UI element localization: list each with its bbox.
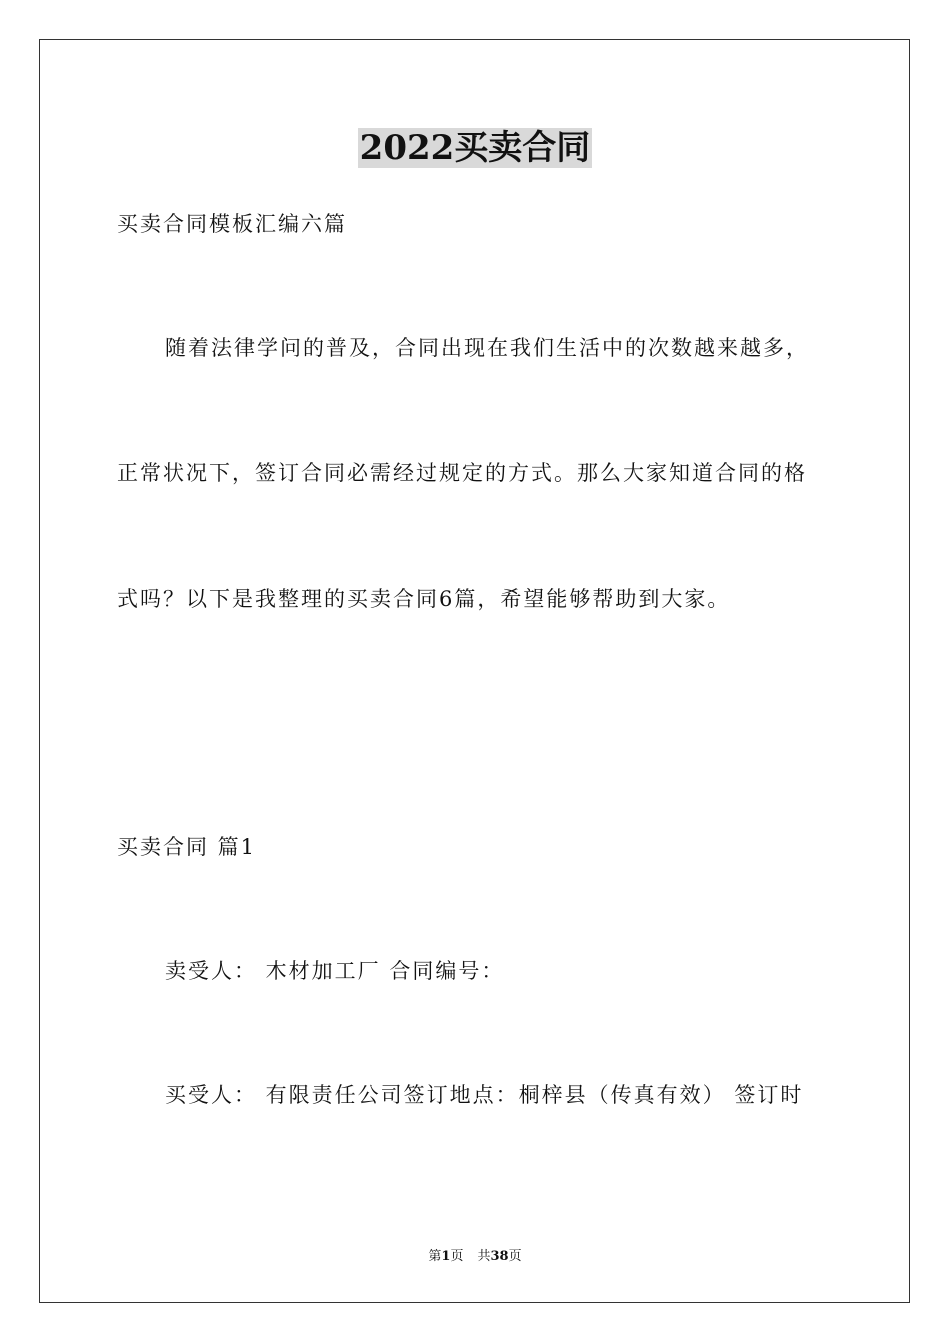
document-title bbox=[0, 128, 950, 168]
footer-total-prefix: 共 bbox=[477, 1249, 491, 1264]
intro-paragraph-line-1: 随着法律学问的普及，合同出现在我们生活中的次数越来越多， bbox=[165, 336, 809, 360]
footer-total-suffix: 页 bbox=[508, 1249, 522, 1264]
intro-paragraph-line-3: 式吗？以下是我整理的买卖合同6篇，希望能够帮助到大家。 bbox=[117, 587, 731, 611]
page-footer bbox=[0, 1248, 950, 1266]
seller-line: 卖受人： 木材加工厂 合同编号： bbox=[165, 959, 505, 983]
document-subtitle: 买卖合同模板汇编六篇 bbox=[117, 212, 347, 236]
intro-paragraph-line-2: 正常状况下，签订合同必需经过规定的方式。那么大家知道合同的格 bbox=[117, 461, 807, 485]
footer-page-total: 38 bbox=[490, 1249, 509, 1264]
footer-page-current: 1 bbox=[441, 1249, 451, 1264]
section-heading: 买卖合同 篇1 bbox=[117, 835, 257, 859]
document-title-text: 2022买卖合同 bbox=[359, 128, 591, 168]
footer-page-prefix: 第 bbox=[428, 1249, 442, 1264]
buyer-line: 买受人： 有限责任公司签订地点：桐梓县（传真有效） 签订时 bbox=[165, 1083, 804, 1107]
footer-page-mid: 页 bbox=[450, 1249, 464, 1264]
